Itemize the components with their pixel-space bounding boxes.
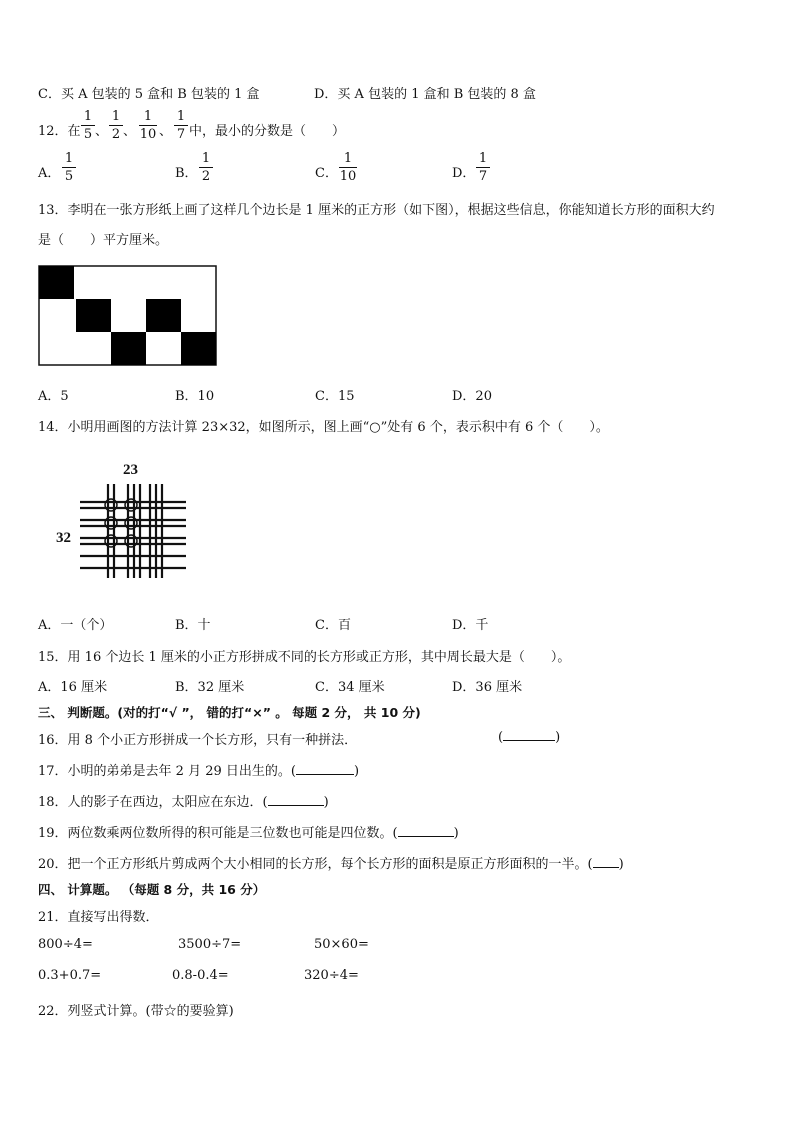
q19-stem: 19．两位数乘两位数所得的积可能是三位数也可能是四位数。(: [38, 826, 398, 841]
q18-stem: 18．人的影子在西边，太阳应在东边．(: [38, 795, 268, 810]
q12-separator: 、: [95, 124, 109, 139]
answer-line: [296, 763, 354, 775]
black-square-3: [146, 299, 181, 332]
circle-mark-3: [105, 517, 117, 529]
q12-option-a-label: A．: [38, 166, 61, 181]
circle-mark-6: [125, 535, 137, 547]
q15-option-a: A．16 厘米: [38, 680, 108, 695]
q14-option-b: B．十: [175, 618, 211, 633]
answer-line: [398, 825, 454, 837]
q15-option-b: B．32 厘米: [175, 680, 245, 695]
q21-item: 800÷4=: [38, 937, 93, 952]
q12-fraction-1: 1 5: [81, 110, 95, 141]
q14-option-a: A．一（个）: [38, 618, 113, 633]
q19-line: 19．两位数乘两位数所得的积可能是三位数也可能是四位数。( ): [38, 826, 459, 841]
q12-option-b-label: B．: [175, 166, 198, 181]
q14-label-32: 32: [56, 530, 71, 546]
q12-separator: 、: [159, 124, 173, 139]
q15-option-c: C．34 厘米: [315, 680, 385, 695]
q20-stem: 20．把一个正方形纸片剪成两个大小相同的长方形，每个长方形的面积是原正方形面积的一半。(: [38, 857, 593, 872]
q13-stem-line1: 13．李明在一张方形纸上画了这样几个边长是 1 厘米的正方形（如下图），根据这些信息，你能知道长方形的面积大约: [38, 203, 715, 218]
answer-line: [503, 729, 555, 741]
black-square-4: [111, 332, 146, 365]
q13-option-b: B．10: [175, 389, 215, 404]
q13-option-d: D．20: [452, 389, 492, 404]
q16-stem: 16．用 8 个小正方形拼成一个长方形，只有一种拼法．: [38, 733, 358, 748]
q18-line: 18．人的影子在西边，太阳应在东边．( ): [38, 795, 329, 810]
q11-option-d: D．买 A 包装的 1 盒和 B 包装的 8 盒: [314, 87, 536, 102]
q14-option-d: D．千: [452, 618, 489, 633]
q13-rectangle-figure: [38, 265, 218, 367]
q21-item: 50×60=: [314, 937, 369, 952]
q12-option-d-fraction: 1 7: [476, 152, 490, 183]
black-square-2: [76, 299, 111, 332]
q13-option-a: A．5: [38, 389, 69, 404]
q21-item: 320÷4=: [304, 968, 359, 983]
q14-stem: 14．小明用画图的方法计算 23×32，如图所示，图上画“○”处有 6 个，表示积中有 6 个（ ）。: [38, 420, 609, 435]
q17-line: 17．小明的弟弟是去年 2 月 29 日出生的。( ): [38, 764, 360, 779]
q15-stem: 15．用 16 个边长 1 厘米的小正方形拼成不同的长方形或正方形，其中周长最大是（ ）。: [38, 650, 571, 665]
q12-fraction-3: 1 10: [139, 109, 157, 142]
q15-option-d: D．36 厘米: [452, 680, 523, 695]
black-square-5: [181, 332, 216, 365]
section-4-title: 四、 计算题。 （每题 8 分，共 16 分）: [38, 882, 266, 897]
q13-stem-line2: 是（ ）平方厘米。: [38, 233, 169, 248]
q21-item: 0.3+0.7=: [38, 968, 102, 983]
circle-mark-2: [125, 499, 137, 511]
q12-fraction-4: 1 7: [174, 110, 188, 141]
q11-option-c: C．买 A 包装的 5 盒和 B 包装的 1 盒: [38, 87, 260, 102]
q14-line-grid-figure: [78, 482, 190, 582]
q14-label-23: 23: [123, 462, 138, 478]
circle-mark-5: [105, 535, 117, 547]
q12-stem-prefix: 12．在: [38, 124, 81, 139]
q22-stem: 22．列竖式计算。(带☆的要验算): [38, 1004, 234, 1019]
black-square-1: [39, 266, 74, 299]
q21-item: 0.8-0.4=: [172, 968, 229, 983]
q12-option-d-label: D．: [452, 166, 476, 181]
q17-stem: 17．小明的弟弟是去年 2 月 29 日出生的。(: [38, 764, 296, 779]
q21-stem: 21．直接写出得数．: [38, 910, 159, 925]
q21-item: 3500÷7=: [178, 937, 242, 952]
q12-option-c-fraction: 1 10: [339, 151, 357, 184]
section-3-title: 三、 判断题。(对的打“√ ”， 错的打“×” 。 每题 2 分， 共 10 分): [38, 705, 421, 720]
answer-line: [268, 794, 324, 806]
circle-mark-1: [105, 499, 117, 511]
q16-answer-blank: ( ): [498, 730, 561, 745]
circle-mark-4: [125, 517, 137, 529]
q12-option-b-fraction: 1 2: [199, 152, 213, 183]
q20-line: 20．把一个正方形纸片剪成两个大小相同的长方形，每个长方形的面积是原正方形面积的一半。( ): [38, 857, 624, 872]
q12-option-a-fraction: 1 5: [62, 152, 76, 183]
q14-option-c: C．百: [315, 618, 351, 633]
q12-separator: 、: [123, 124, 137, 139]
q12-stem-suffix: 中，最小的分数是（ ）: [189, 124, 346, 139]
q13-option-c: C．15: [315, 389, 355, 404]
q12-fraction-2: 1 2: [109, 110, 123, 141]
q12-option-c-label: C．: [315, 166, 338, 181]
answer-line: [593, 856, 619, 868]
